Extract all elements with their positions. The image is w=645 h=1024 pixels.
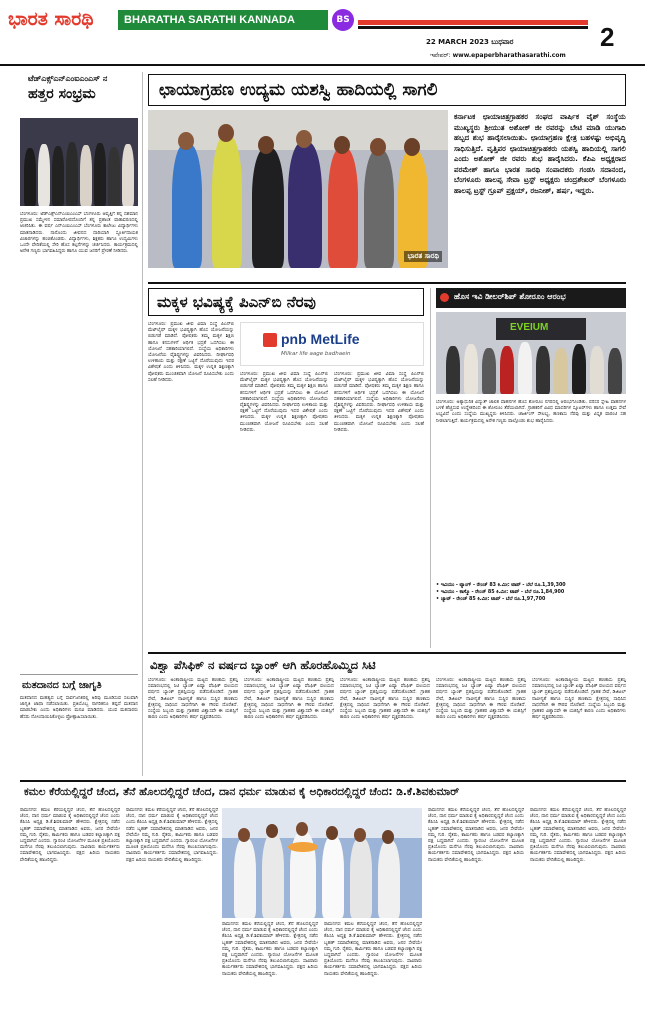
pnb-body-col2	[240, 372, 328, 648]
pnb-body-col3	[334, 372, 424, 648]
pnb-logo-text: pnb MetLife	[281, 331, 360, 347]
pnb-logo-box	[240, 322, 424, 366]
bottom-body-col3	[222, 922, 318, 1016]
eveium-photo	[436, 312, 626, 394]
bottom-body-col5	[428, 808, 524, 1016]
bottom-body-text-6: ರಾಮನಗರ: ಕಮಲ ಕೆರೆಯಲ್ಲಿದ್ದರೆ ಚೆಂದ, ತೆನೆ ಹೊಲದಲ್ಲಿದ್ದರೆ ಚೆಂದ, ದಾನ ಧರ್ಮ ಮಾಡುವ ಕೈ ಅಧಿಕಾರದಲ್ಲಿದ್ದರೆ ಚೆಂದ ಎಂದು ಕೆಪಿಸಿಸಿ ಅಧ್ಯಕ್ಷ ಡಿ.ಕೆ.ಶಿವಕುಮಾರ್ ಹೇಳಿದರು. ಕ್ಷೇತ್ರದಲ್ಲಿ ನಡೆದ ಬೃಹತ್ ಸಮಾವೇಶದಲ್ಲಿ ಮಾತನಾಡಿದ ಅವರು, ಜನರ ಸೇವೆಯೇ ನಮ್ಮ ಗುರಿ. ರೈತರು, ಕಾರ್ಮಿಕರು ಹಾಗೂ ಬಡವರ ಕಲ್ಯಾಣಕ್ಕಾಗಿ ಪಕ್ಷ ಬದ್ಧವಾಗಿದೆ ಎಂದರು. ಗ್ಯಾರಂಟಿ ಯೋಜನೆಗಳ ಮೂಲಕ ಪ್ರತಿಯೊಂದು ಮನೆಗೂ ನೆರವು ತಲುಪಿಸಲಾಗುವುದು. ಸಾವಿರಾರು ಕಾರ್ಯಕರ್ತರು ಸಮಾವೇಶದಲ್ಲಿ ಭಾಗವಹಿಸಿದ್ದರು. ಪಕ್ಷದ ಹಿರಿಯ ನಾಯಕರು ವೇದಿಕೆಯಲ್ಲಿ ಹಾಜರಿದ್ದರು.	[530, 808, 626, 863]
eveium-spec-2: • ಇವಿಯಂ - ಕಾಸ್ಮೊ - ರೇಂಜ್ 85 ಕಿ.ಮೀ: ಟಾಪ್ - ಬೆಲೆ ರೂ.1,84,900	[436, 590, 565, 595]
bank-body-text-4: ಬೆಂಗಳೂರು: ಅಂತಾರಾಷ್ಟ್ರೀಯ ಮಟ್ಟದ ಹಣಕಾಸು ಪ್ರಶಸ್ತಿ ಸಮಾರಂಭದಲ್ಲಿ ಸಿಟಿ ಬ್ಯಾಂಕ್ ಏಷ್ಯಾ ಪೆಸಿಫಿಕ್ ವಲಯದ ವರ್ಷದ ಬ್ಯಾಂಕ್ ಪ್ರಶಸ್ತಿಯನ್ನು ಪಡೆದುಕೊಂಡಿದೆ. ಗ್ರಾಹಕ ಸೇವೆ, ಡಿಜಿಟಲ್ ನಾವೀನ್ಯತೆ ಹಾಗೂ ಸುಸ್ಥಿರ ಹಣಕಾಸು ಕ್ಷೇತ್ರದಲ್ಲಿ ಸಾಧಿಸಿದ ಸಾಧನೆಗಾಗಿ ಈ ಗೌರವ ದೊರೆತಿದೆ. ಸಂಸ್ಥೆಯ ಸಿಬ್ಬಂದಿ ಮತ್ತು ಗ್ರಾಹಕರ ವಿಶ್ವಾಸವೇ ಈ ಯಶಸ್ಸಿಗೆ ಕಾರಣ ಎಂದು ಅಧಿಕಾರಿಗಳು ಹರ್ಷ ವ್ಯಕ್ತಪಡಿಸಿದರು.	[436, 678, 526, 721]
bank-body-col5	[532, 678, 626, 774]
bottom-body-text-5: ರಾಮನಗರ: ಕಮಲ ಕೆರೆಯಲ್ಲಿದ್ದರೆ ಚೆಂದ, ತೆನೆ ಹೊಲದಲ್ಲಿದ್ದರೆ ಚೆಂದ, ದಾನ ಧರ್ಮ ಮಾಡುವ ಕೈ ಅಧಿಕಾರದಲ್ಲಿದ್ದರೆ ಚೆಂದ ಎಂದು ಕೆಪಿಸಿಸಿ ಅಧ್ಯಕ್ಷ ಡಿ.ಕೆ.ಶಿವಕುಮಾರ್ ಹೇಳಿದರು. ಕ್ಷೇತ್ರದಲ್ಲಿ ನಡೆದ ಬೃಹತ್ ಸಮಾವೇಶದಲ್ಲಿ ಮಾತನಾಡಿದ ಅವರು, ಜನರ ಸೇವೆಯೇ ನಮ್ಮ ಗುರಿ. ರೈತರು, ಕಾರ್ಮಿಕರು ಹಾಗೂ ಬಡವರ ಕಲ್ಯಾಣಕ್ಕಾಗಿ ಪಕ್ಷ ಬದ್ಧವಾಗಿದೆ ಎಂದರು. ಗ್ಯಾರಂಟಿ ಯೋಜನೆಗಳ ಮೂಲಕ ಪ್ರತಿಯೊಂದು ಮನೆಗೂ ನೆರವು ತಲುಪಿಸಲಾಗುವುದು. ಸಾವಿರಾರು ಕಾರ್ಯಕರ್ತರು ಸಮಾವೇಶದಲ್ಲಿ ಭಾಗವಹಿಸಿದ್ದರು. ಪಕ್ಷದ ಹಿರಿಯ ನಾಯಕರು ವೇದಿಕೆಯಲ್ಲಿ ಹಾಜರಿದ್ದರು.	[428, 808, 524, 863]
bottom-body-text-2: ರಾಮನಗರ: ಕಮಲ ಕೆರೆಯಲ್ಲಿದ್ದರೆ ಚೆಂದ, ತೆನೆ ಹೊಲದಲ್ಲಿದ್ದರೆ ಚೆಂದ, ದಾನ ಧರ್ಮ ಮಾಡುವ ಕೈ ಅಧಿಕಾರದಲ್ಲಿದ್ದರೆ ಚೆಂದ ಎಂದು ಕೆಪಿಸಿಸಿ ಅಧ್ಯಕ್ಷ ಡಿ.ಕೆ.ಶಿವಕುಮಾರ್ ಹೇಳಿದರು. ಕ್ಷೇತ್ರದಲ್ಲಿ ನಡೆದ ಬೃಹತ್ ಸಮಾವೇಶದಲ್ಲಿ ಮಾತನಾಡಿದ ಅವರು, ಜನರ ಸೇವೆಯೇ ನಮ್ಮ ಗುರಿ. ರೈತರು, ಕಾರ್ಮಿಕರು ಹಾಗೂ ಬಡವರ ಕಲ್ಯಾಣಕ್ಕಾಗಿ ಪಕ್ಷ ಬದ್ಧವಾಗಿದೆ ಎಂದರು. ಗ್ಯಾರಂಟಿ ಯೋಜನೆಗಳ ಮೂಲಕ ಪ್ರತಿಯೊಂದು ಮನೆಗೂ ನೆರವು ತಲುಪಿಸಲಾಗುವುದು. ಸಾವಿರಾರು ಕಾರ್ಯಕರ್ತರು ಸಮಾವೇಶದಲ್ಲಿ ಭಾಗವಹಿಸಿದ್ದರು. ಪಕ್ಷದ ಹಿರಿಯ ನಾಯಕರು ವೇದಿಕೆಯಲ್ಲಿ ಹಾಜರಿದ್ದರು.	[126, 808, 218, 863]
pnb-body-text-1: ಬೆಂಗಳೂರು: ಪ್ರಮುಖ ಜೀವ ವಿಮಾ ಸಂಸ್ಥೆ ಪಿಎನ್‌ಬಿ ಮೆಟ್‌ಲೈಫ್ ಮಕ್ಕಳ ಭವಿಷ್ಯಕ್ಕಾಗಿ ಹೊಸ ಯೋಜನೆಯನ್ನು ಬಿಡುಗಡೆ ಮಾಡಿದೆ. ಪೋಷಕರು ತಮ್ಮ ಮಕ್ಕಳ ಶಿಕ್ಷಣ ಹಾಗೂ ಕನಸುಗಳಿಗೆ ಆರ್ಥಿಕ ಭದ್ರತೆ ಒದಗಿಸಲು ಈ ಯೋಜನೆ ಸಹಕಾರಿಯಾಗಲಿದೆ. ಸಂಸ್ಥೆಯ ಅಧಿಕಾರಿಗಳು ಯೋಜನೆಯ ವೈಶಿಷ್ಟ್ಯಗಳನ್ನು ವಿವರಿಸಿದರು. ದೀರ್ಘಾವಧಿ ಉಳಿತಾಯ ಮತ್ತು ರಕ್ಷಣೆ ಒಟ್ಟಿಗೆ ದೊರೆಯುವುದು ಇದರ ವಿಶೇಷತೆ ಎಂದು ತಿಳಿಸಿದರು. ಮಕ್ಕಳ ಉನ್ನತ ಶಿಕ್ಷಣಕ್ಕಾಗಿ ಪೋಷಕರು ಮುಂಚಿತವಾಗಿ ಯೋಜನೆ ರೂಪಿಸಬೇಕು ಎಂದು ಸಲಹೆ ನೀಡಿದರು.	[148, 322, 234, 383]
bottom-body-text-1: ರಾಮನಗರ: ಕಮಲ ಕೆರೆಯಲ್ಲಿದ್ದರೆ ಚೆಂದ, ತೆನೆ ಹೊಲದಲ್ಲಿದ್ದರೆ ಚೆಂದ, ದಾನ ಧರ್ಮ ಮಾಡುವ ಕೈ ಅಧಿಕಾರದಲ್ಲಿದ್ದರೆ ಚೆಂದ ಎಂದು ಕೆಪಿಸಿಸಿ ಅಧ್ಯಕ್ಷ ಡಿ.ಕೆ.ಶಿವಕುಮಾರ್ ಹೇಳಿದರು. ಕ್ಷೇತ್ರದಲ್ಲಿ ನಡೆದ ಬೃಹತ್ ಸಮಾವೇಶದಲ್ಲಿ ಮಾತನಾಡಿದ ಅವರು, ಜನರ ಸೇವೆಯೇ ನಮ್ಮ ಗುರಿ. ರೈತರು, ಕಾರ್ಮಿಕರು ಹಾಗೂ ಬಡವರ ಕಲ್ಯಾಣಕ್ಕಾಗಿ ಪಕ್ಷ ಬದ್ಧವಾಗಿದೆ ಎಂದರು. ಗ್ಯಾರಂಟಿ ಯೋಜನೆಗಳ ಮೂಲಕ ಪ್ರತಿಯೊಂದು ಮನೆಗೂ ನೆರವು ತಲುಪಿಸಲಾಗುವುದು. ಸಾವಿರಾರು ಕಾರ್ಯಕರ್ತರು ಸಮಾವೇಶದಲ್ಲಿ ಭಾಗವಹಿಸಿದ್ದರು. ಪಕ್ಷದ ಹಿರಿಯ ನಾಯಕರು ವೇದಿಕೆಯಲ್ಲಿ ಹಾಜರಿದ್ದರು.	[20, 808, 120, 863]
eveium-headline: ಹೊಸ ಇವಿ ಡೀಲರ್‌ಶಿಪ್ ಶೋರೂಂ ಆರಂಭ	[454, 292, 566, 301]
lead-photo-credit: ಭಾರತ ಸಾರಥಿ	[404, 251, 442, 262]
eveium-bullet	[440, 293, 449, 302]
bottom-body-text-4: ರಾಮನಗರ: ಕಮಲ ಕೆರೆಯಲ್ಲಿದ್ದರೆ ಚೆಂದ, ತೆನೆ ಹೊಲದಲ್ಲಿದ್ದರೆ ಚೆಂದ, ದಾನ ಧರ್ಮ ಮಾಡುವ ಕೈ ಅಧಿಕಾರದಲ್ಲಿದ್ದರೆ ಚೆಂದ ಎಂದು ಕೆಪಿಸಿಸಿ ಅಧ್ಯಕ್ಷ ಡಿ.ಕೆ.ಶಿವಕುಮಾರ್ ಹೇಳಿದರು. ಕ್ಷೇತ್ರದಲ್ಲಿ ನಡೆದ ಬೃಹತ್ ಸಮಾವೇಶದಲ್ಲಿ ಮಾತನಾಡಿದ ಅವರು, ಜನರ ಸೇವೆಯೇ ನಮ್ಮ ಗುರಿ. ರೈತರು, ಕಾರ್ಮಿಕರು ಹಾಗೂ ಬಡವರ ಕಲ್ಯಾಣಕ್ಕಾಗಿ ಪಕ್ಷ ಬದ್ಧವಾಗಿದೆ ಎಂದರು. ಗ್ಯಾರಂಟಿ ಯೋಜನೆಗಳ ಮೂಲಕ ಪ್ರತಿಯೊಂದು ಮನೆಗೂ ನೆರವು ತಲುಪಿಸಲಾಗುವುದು. ಸಾವಿರಾರು ಕಾರ್ಯಕರ್ತರು ಸಮಾವೇಶದಲ್ಲಿ ಭಾಗವಹಿಸಿದ್ದರು. ಪಕ್ಷದ ಹಿರಿಯ ನಾಯಕರು ವೇದಿಕೆಯಲ್ಲಿ ಹಾಜರಿದ್ದರು.	[324, 922, 422, 977]
left-kicker: ಟೆಡ್ಎಕ್ಸ್ಎನ್ಎಂಐಎಂಎಸ್ ನ	[28, 74, 108, 83]
bottom-top-rule	[20, 780, 626, 782]
eveium-headline-box	[436, 288, 626, 308]
bottom-body-col4	[324, 922, 422, 1016]
banner: BHARATHA SARATHI KANNADA DAILY	[118, 10, 328, 30]
masthead-rule	[0, 64, 645, 66]
bank-headline: ವಿಶ್ವಾ ಪೆಸಿಫಿಕ್ ನ ವರ್ಷದ ಬ್ಯಾಂಕ್ ಆಗಿ ಹೊರಹೊಮ್ಮಿದ ಸಿಟಿ	[150, 658, 376, 672]
epaper-label: ಇಪೇಪರ್:	[430, 52, 451, 59]
left-sub-headline: ಮತದಾನದ ಬಗ್ಗೆ ಜಾಗೃತಿ	[22, 680, 102, 691]
left-sub-body: ಮತದಾನದ ಮಹತ್ವದ ಬಗ್ಗೆ ಸಾರ್ವಜನಿಕರಲ್ಲಿ ಅರಿವು ಮೂಡಿಸುವ ಸಲುವಾಗಿ ಜಾಗೃತಿ ಜಾಥಾ ನಡೆಸಲಾಯಿತು. ಪ್ರತಿಯೊಬ್ಬ ನಾಗರಿಕನೂ ತಪ್ಪದೆ ಮತದಾನ ಮಾಡಬೇಕು ಎಂದು ಅಧಿಕಾರಿಗಳು ಮನವಿ ಮಾಡಿದರು. ಯುವ ಮತದಾರರು ಹೆಸರು ನೋಂದಾಯಿಸಿಕೊಳ್ಳಲು ಪ್ರೋತ್ಸಾಹಿಸಲಾಯಿತು.	[20, 696, 138, 720]
eveium-sign: EVEIUM	[510, 322, 549, 333]
page-number: 2	[600, 22, 615, 52]
eveium-spec-1: • ಇವಿಯಂ - ಟ್ಯಾಂಗ್ - ರೇಂಜ್ 83 ಕಿ.ಮೀ: ಟಾಪ್ - ಬೆಲೆ ರೂ.1,39,300	[436, 583, 566, 588]
left-divider	[20, 674, 138, 675]
epaper-line	[430, 52, 566, 60]
lead-bottom-rule	[148, 282, 626, 284]
bottom-body-text-3: ರಾಮನಗರ: ಕಮಲ ಕೆರೆಯಲ್ಲಿದ್ದರೆ ಚೆಂದ, ತೆನೆ ಹೊಲದಲ್ಲಿದ್ದರೆ ಚೆಂದ, ದಾನ ಧರ್ಮ ಮಾಡುವ ಕೈ ಅಧಿಕಾರದಲ್ಲಿದ್ದರೆ ಚೆಂದ ಎಂದು ಕೆಪಿಸಿಸಿ ಅಧ್ಯಕ್ಷ ಡಿ.ಕೆ.ಶಿವಕುಮಾರ್ ಹೇಳಿದರು. ಕ್ಷೇತ್ರದಲ್ಲಿ ನಡೆದ ಬೃಹತ್ ಸಮಾವೇಶದಲ್ಲಿ ಮಾತನಾಡಿದ ಅವರು, ಜನರ ಸೇವೆಯೇ ನಮ್ಮ ಗುರಿ. ರೈತರು, ಕಾರ್ಮಿಕರು ಹಾಗೂ ಬಡವರ ಕಲ್ಯಾಣಕ್ಕಾಗಿ ಪಕ್ಷ ಬದ್ಧವಾಗಿದೆ ಎಂದರು. ಗ್ಯಾರಂಟಿ ಯೋಜನೆಗಳ ಮೂಲಕ ಪ್ರತಿಯೊಂದು ಮನೆಗೂ ನೆರವು ತಲುಪಿಸಲಾಗುವುದು. ಸಾವಿರಾರು ಕಾರ್ಯಕರ್ತರು ಸಮಾವೇಶದಲ್ಲಿ ಭಾಗವಹಿಸಿದ್ದರು. ಪಕ್ಷದ ಹಿರಿಯ ನಾಯಕರು ವೇದಿಕೆಯಲ್ಲಿ ಹಾಜರಿದ್ದರು.	[222, 922, 318, 977]
epaper-url[interactable]: www.epaperbharathasarathi.com	[452, 52, 566, 59]
bs-badge	[332, 9, 354, 31]
bank-body-text-2: ಬೆಂಗಳೂರು: ಅಂತಾರಾಷ್ಟ್ರೀಯ ಮಟ್ಟದ ಹಣಕಾಸು ಪ್ರಶಸ್ತಿ ಸಮಾರಂಭದಲ್ಲಿ ಸಿಟಿ ಬ್ಯಾಂಕ್ ಏಷ್ಯಾ ಪೆಸಿಫಿಕ್ ವಲಯದ ವರ್ಷದ ಬ್ಯಾಂಕ್ ಪ್ರಶಸ್ತಿಯನ್ನು ಪಡೆದುಕೊಂಡಿದೆ. ಗ್ರಾಹಕ ಸೇವೆ, ಡಿಜಿಟಲ್ ನಾವೀನ್ಯತೆ ಹಾಗೂ ಸುಸ್ಥಿರ ಹಣಕಾಸು ಕ್ಷೇತ್ರದಲ್ಲಿ ಸಾಧಿಸಿದ ಸಾಧನೆಗಾಗಿ ಈ ಗೌರವ ದೊರೆತಿದೆ. ಸಂಸ್ಥೆಯ ಸಿಬ್ಬಂದಿ ಮತ್ತು ಗ್ರಾಹಕರ ವಿಶ್ವಾಸವೇ ಈ ಯಶಸ್ಸಿಗೆ ಕಾರಣ ಎಂದು ಅಧಿಕಾರಿಗಳು ಹರ್ಷ ವ್ಯಕ್ತಪಡಿಸಿದರು.	[244, 678, 334, 721]
eveium-spec-3: • ಜ್ಯಾಟ್ - ರೇಂಜ್ 85 ಕಿ.ಮೀ: ಟಾಪ್ - ಬೆಲೆ ರೂ.1,97,700	[436, 597, 546, 602]
bank-body-col1	[148, 678, 238, 774]
bottom-body-col6	[530, 808, 626, 1016]
bank-body-text-5: ಬೆಂಗಳೂರು: ಅಂತಾರಾಷ್ಟ್ರೀಯ ಮಟ್ಟದ ಹಣಕಾಸು ಪ್ರಶಸ್ತಿ ಸಮಾರಂಭದಲ್ಲಿ ಸಿಟಿ ಬ್ಯಾಂಕ್ ಏಷ್ಯಾ ಪೆಸಿಫಿಕ್ ವಲಯದ ವರ್ಷದ ಬ್ಯಾಂಕ್ ಪ್ರಶಸ್ತಿಯನ್ನು ಪಡೆದುಕೊಂಡಿದೆ. ಗ್ರಾಹಕ ಸೇವೆ, ಡಿಜಿಟಲ್ ನಾವೀನ್ಯತೆ ಹಾಗೂ ಸುಸ್ಥಿರ ಹಣಕಾಸು ಕ್ಷೇತ್ರದಲ್ಲಿ ಸಾಧಿಸಿದ ಸಾಧನೆಗಾಗಿ ಈ ಗೌರವ ದೊರೆತಿದೆ. ಸಂಸ್ಥೆಯ ಸಿಬ್ಬಂದಿ ಮತ್ತು ಗ್ರಾಹಕರ ವಿಶ್ವಾಸವೇ ಈ ಯಶಸ್ಸಿಗೆ ಕಾರಣ ಎಂದು ಅಧಿಕಾರಿಗಳು ಹರ್ಷ ವ್ಯಕ್ತಪಡಿಸಿದರು.	[532, 678, 626, 721]
lead-headline: ಛಾಯಾಗ್ರಹಣ ಉದ್ಯಮ ಯಶಸ್ವಿ ಹಾದಿಯಲ್ಲಿ ಸಾಗಲಿ	[159, 80, 438, 100]
issue-date: 22 MARCH 2023 ಬುಧವಾರ	[426, 38, 514, 46]
bottom-body-col1	[20, 808, 120, 1016]
eveium-body: ಬೆಂಗಳೂರು: ಅತ್ಯಾಧುನಿಕ ವಿದ್ಯುತ್ ಚಾಲಿತ ವಾಹನಗಳ ಹೊಸ ಶೋರೂಂ ನಗರದಲ್ಲಿ ಆರಂಭಗೊಂಡಿತು. ಪರಿಸರ ಸ್ನೇಹಿ ವಾಹನಗಳ ಬಳಕೆ ಹೆಚ್ಚಿಸುವ ಉದ್ದೇಶದಿಂದ ಈ ಶೋರೂಂ ತೆರೆಯಲಾಗಿದೆ. ಗ್ರಾಹಕರಿಗೆ ವಿವಿಧ ಮಾದರಿಗಳ ಸ್ಕೂಟರ್‌ಗಳು ಹಾಗೂ ಉತ್ತಮ ಸೇವೆ ಲಭ್ಯವಿದೆ ಎಂದು ಸಂಸ್ಥೆಯ ಮುಖ್ಯಸ್ಥರು ತಿಳಿಸಿದರು. ಚಾರ್ಜಿಂಗ್ ಸೌಲಭ್ಯ, ಹಣಕಾಸು ನೆರವು ಮತ್ತು ವಿಸ್ತೃತ ವಾರಂಟಿ ಸಹ ನೀಡಲಾಗುತ್ತಿದೆ. ಕಾರ್ಯಕ್ರಮದಲ್ಲಿ ಅನೇಕ ಗಣ್ಯರು ಪಾಲ್ಗೊಂಡು ಶುಭ ಹಾರೈಸಿದರು.	[436, 400, 626, 424]
bottom-body-col2	[126, 808, 218, 1016]
pnb-headline: ಮಕ್ಕಳ ಭವಿಷ್ಯಕ್ಕೆ ಪಿಎನ್‌ಬಿ ನೆರವು	[157, 293, 316, 311]
lead-photo	[148, 110, 448, 268]
bank-body-col3	[340, 678, 430, 774]
pnb-logo-tagline: Milkar life aage badhaein	[281, 351, 351, 357]
pnb-headline-box	[148, 288, 424, 316]
logo-kannada: ಭಾರತ ಸಾರಥಿ	[8, 8, 94, 30]
bank-body-text-3: ಬೆಂಗಳೂರು: ಅಂತಾರಾಷ್ಟ್ರೀಯ ಮಟ್ಟದ ಹಣಕಾಸು ಪ್ರಶಸ್ತಿ ಸಮಾರಂಭದಲ್ಲಿ ಸಿಟಿ ಬ್ಯಾಂಕ್ ಏಷ್ಯಾ ಪೆಸಿಫಿಕ್ ವಲಯದ ವರ್ಷದ ಬ್ಯಾಂಕ್ ಪ್ರಶಸ್ತಿಯನ್ನು ಪಡೆದುಕೊಂಡಿದೆ. ಗ್ರಾಹಕ ಸೇವೆ, ಡಿಜಿಟಲ್ ನಾವೀನ್ಯತೆ ಹಾಗೂ ಸುಸ್ಥಿರ ಹಣಕಾಸು ಕ್ಷೇತ್ರದಲ್ಲಿ ಸಾಧಿಸಿದ ಸಾಧನೆಗಾಗಿ ಈ ಗೌರವ ದೊರೆತಿದೆ. ಸಂಸ್ಥೆಯ ಸಿಬ್ಬಂದಿ ಮತ್ತು ಗ್ರಾಹಕರ ವಿಶ್ವಾಸವೇ ಈ ಯಶಸ್ಸಿಗೆ ಕಾರಣ ಎಂದು ಅಧಿಕಾರಿಗಳು ಹರ್ಷ ವ್ಯಕ್ತಪಡಿಸಿದರು.	[340, 678, 430, 721]
bank-top-rule	[148, 652, 626, 654]
bank-body-col4	[436, 678, 526, 774]
pnb-body-col1	[148, 322, 234, 648]
masthead-stripe	[358, 20, 588, 25]
pnb-logo-mark	[263, 333, 277, 347]
left-body: ಬೆಂಗಳೂರು: ಟೆಡ್ಎಕ್ಸ್ಎನ್ಎಂಐಎಂಎಸ್ ಬೆಂಗಳೂರು ಆವೃತ್ತಿಗೆ ತನ್ನ ದಶಮಾನ ಪ್ರಮುಖ ಸಮ್ಮೇಳನ ಸಮಾರೋಪದೊಂದಿಗೆ ತನ್ನ ಪ್ರಶಾಂತ ವಾತಾವರಣದಲ್ಲಿ ಆಚರಿಸಿತು. ಈ ವರ್ಷ ಎನ್ಎಂಐಎಂಎಸ್ ಬೆಂಗಳೂರು ಕಾಲೇಜು ವಿದ್ಯಾರ್ಥಿಗಳು ಮಾತನಾಡಿದರು. ನಾನೊಂದು ಜೀವನದ ದಾರಿಯಾಗಿ ಸ್ಫೂರ್ತಿದಾಯಕ ವಿಚಾರಗಳನ್ನು ಹಂಚಿಕೊಂಡರು. ವಿದ್ಯಾರ್ಥಿಗಳು, ಶಿಕ್ಷಕರು ಹಾಗೂ ಉದ್ಯಮಿಗಳು ಒಂದೇ ವೇದಿಕೆಯಲ್ಲಿ ಸೇರಿ ಹೊಸ ಕಲ್ಪನೆಗಳನ್ನು ಚರ್ಚಿಸಿದರು. ಕಾರ್ಯಕ್ರಮದಲ್ಲಿ ಅನೇಕ ಗಣ್ಯರು ಭಾಗವಹಿಸಿದ್ದರು ಹಾಗೂ ಯುವ ಜನರಿಗೆ ಪ್ರೇರಣೆ ನೀಡಿದರು.	[20, 212, 138, 255]
eveium-specs	[436, 582, 626, 648]
pnb-body-text-3: ಬೆಂಗಳೂರು: ಪ್ರಮುಖ ಜೀವ ವಿಮಾ ಸಂಸ್ಥೆ ಪಿಎನ್‌ಬಿ ಮೆಟ್‌ಲೈಫ್ ಮಕ್ಕಳ ಭವಿಷ್ಯಕ್ಕಾಗಿ ಹೊಸ ಯೋಜನೆಯನ್ನು ಬಿಡುಗಡೆ ಮಾಡಿದೆ. ಪೋಷಕರು ತಮ್ಮ ಮಕ್ಕಳ ಶಿಕ್ಷಣ ಹಾಗೂ ಕನಸುಗಳಿಗೆ ಆರ್ಥಿಕ ಭದ್ರತೆ ಒದಗಿಸಲು ಈ ಯೋಜನೆ ಸಹಕಾರಿಯಾಗಲಿದೆ. ಸಂಸ್ಥೆಯ ಅಧಿಕಾರಿಗಳು ಯೋಜನೆಯ ವೈಶಿಷ್ಟ್ಯಗಳನ್ನು ವಿವರಿಸಿದರು. ದೀರ್ಘಾವಧಿ ಉಳಿತಾಯ ಮತ್ತು ರಕ್ಷಣೆ ಒಟ್ಟಿಗೆ ದೊರೆಯುವುದು ಇದರ ವಿಶೇಷತೆ ಎಂದು ತಿಳಿಸಿದರು. ಮಕ್ಕಳ ಉನ್ನತ ಶಿಕ್ಷಣಕ್ಕಾಗಿ ಪೋಷಕರು ಮುಂಚಿತವಾಗಿ ಯೋಜನೆ ರೂಪಿಸಬೇಕು ಎಂದು ಸಲಹೆ ನೀಡಿದರು.	[334, 372, 424, 433]
lead-headline-box	[148, 74, 626, 106]
pnb-body-text-2: ಬೆಂಗಳೂರು: ಪ್ರಮುಖ ಜೀವ ವಿಮಾ ಸಂಸ್ಥೆ ಪಿಎನ್‌ಬಿ ಮೆಟ್‌ಲೈಫ್ ಮಕ್ಕಳ ಭವಿಷ್ಯಕ್ಕಾಗಿ ಹೊಸ ಯೋಜನೆಯನ್ನು ಬಿಡುಗಡೆ ಮಾಡಿದೆ. ಪೋಷಕರು ತಮ್ಮ ಮಕ್ಕಳ ಶಿಕ್ಷಣ ಹಾಗೂ ಕನಸುಗಳಿಗೆ ಆರ್ಥಿಕ ಭದ್ರತೆ ಒದಗಿಸಲು ಈ ಯೋಜನೆ ಸಹಕಾರಿಯಾಗಲಿದೆ. ಸಂಸ್ಥೆಯ ಅಧಿಕಾರಿಗಳು ಯೋಜನೆಯ ವೈಶಿಷ್ಟ್ಯಗಳನ್ನು ವಿವರಿಸಿದರು. ದೀರ್ಘಾವಧಿ ಉಳಿತಾಯ ಮತ್ತು ರಕ್ಷಣೆ ಒಟ್ಟಿಗೆ ದೊರೆಯುವುದು ಇದರ ವಿಶೇಷತೆ ಎಂದು ತಿಳಿಸಿದರು. ಮಕ್ಕಳ ಉನ್ನತ ಶಿಕ್ಷಣಕ್ಕಾಗಿ ಪೋಷಕರು ಮುಂಚಿತವಾಗಿ ಯೋಜನೆ ರೂಪಿಸಬೇಕು ಎಂದು ಸಲಹೆ ನೀಡಿದರು.	[240, 372, 328, 433]
badge-text: BS	[336, 15, 350, 25]
masthead	[0, 0, 645, 60]
bank-body-text-1: ಬೆಂಗಳೂರು: ಅಂತಾರಾಷ್ಟ್ರೀಯ ಮಟ್ಟದ ಹಣಕಾಸು ಪ್ರಶಸ್ತಿ ಸಮಾರಂಭದಲ್ಲಿ ಸಿಟಿ ಬ್ಯಾಂಕ್ ಏಷ್ಯಾ ಪೆಸಿಫಿಕ್ ವಲಯದ ವರ್ಷದ ಬ್ಯಾಂಕ್ ಪ್ರಶಸ್ತಿಯನ್ನು ಪಡೆದುಕೊಂಡಿದೆ. ಗ್ರಾಹಕ ಸೇವೆ, ಡಿಜಿಟಲ್ ನಾವೀನ್ಯತೆ ಹಾಗೂ ಸುಸ್ಥಿರ ಹಣಕಾಸು ಕ್ಷೇತ್ರದಲ್ಲಿ ಸಾಧಿಸಿದ ಸಾಧನೆಗಾಗಿ ಈ ಗೌರವ ದೊರೆತಿದೆ. ಸಂಸ್ಥೆಯ ಸಿಬ್ಬಂದಿ ಮತ್ತು ಗ್ರಾಹಕರ ವಿಶ್ವಾಸವೇ ಈ ಯಶಸ್ಸಿಗೆ ಕಾರಣ ಎಂದು ಅಧಿಕಾರಿಗಳು ಹರ್ಷ ವ್ಯಕ್ತಪಡಿಸಿದರು.	[148, 678, 238, 721]
rally-photo	[222, 808, 422, 918]
lead-body: ಕರ್ನಾಟಕ ಛಾಯಾಚಿತ್ರಗ್ರಾಹಕರ ಸಂಘದ ವಾರ್ಷಿಕ ವೈಶ್ ಸಂಸ್ಥೆಯ ಮುಖ್ಯಸ್ಥರು ಶ್ರೀಯುತ ಅಶೋಕ್ ಜೀ ರವರನ್ನು ಬೇಟಿ ಮಾಡಿ ಯುಗಾದಿ ಹಬ್ಬದ ಶುಭ ಹಾರೈಸಲಾಯಿತು. ಛಾಯಾಗ್ರಹಣ ಕ್ಷೇತ್ರ ಬಹಳಷ್ಟು ಅಭಿವೃದ್ಧಿ ಸಾಧಿಸುತ್ತಿದೆ. ವೃತ್ತಿಪರ ಛಾಯಾಚಿತ್ರಗ್ರಾಹಕರು ಯಶಸ್ವಿ ಹಾದಿಯಲ್ಲಿ ಸಾಗಲಿ ಎಂದು ಅಶೋಕ್ ಜೀ ರವರು ಶುಭ ಹಾರೈಸಿದರು. ಕೆಪಿಎ ಅಧ್ಯಕ್ಷರಾದ ಪರಮೇಶ್ ಹಾಗೂ ಭಾರತ ಸಾರಥಿ ಸಂಪಾದಕರು ಗಂಡಸಿ ಸದಾನಂದ, ಬೆಂಗಳೂರು ಹಾಲಪ್ಪ ಸೇವಾ ಟ್ರಸ್ಟ್ ಅಧ್ಯಕ್ಷರು ಚಂದ್ರಶೇಖರ್ ಬೆಂಗಳೂರು ಹಾಲಪ್ಪ ಟ್ರಸ್ಟ್ ಗ್ರೂಪ್ ಪ್ರಕ್ಷಯ್, ರಜನೀಶ್, ಹರ್ಷ, ಇದ್ದರು.	[454, 112, 626, 195]
middle-column-rule	[430, 288, 431, 648]
left-headline: ಹತ್ತರ ಸಂಭ್ರಮ	[28, 86, 96, 102]
bottom-headline: ಕಮಲ ಕೆರೆಯಲ್ಲಿದ್ದರೆ ಚೆಂದ, ತೆನೆ ಹೊಲದಲ್ಲಿದ್ದರೆ ಚೆಂದ, ದಾನ ಧರ್ಮ ಮಾಡುವ ಕೈ ಅಧಿಕಾರದಲ್ಲಿದ್ದರೆ ಚೆಂದ: ಡಿ.ಕೆ.ಶಿವಕುಮಾರ್	[24, 786, 460, 798]
left-column-rule	[142, 72, 143, 776]
tedx-group-photo	[20, 118, 138, 206]
masthead-stripe-dark	[358, 26, 588, 29]
bank-body-col2	[244, 678, 334, 774]
